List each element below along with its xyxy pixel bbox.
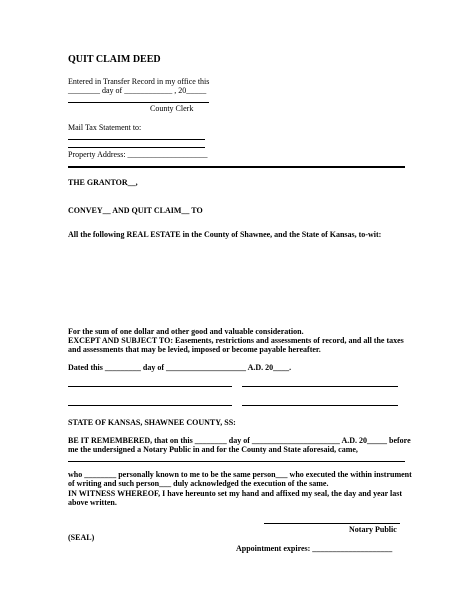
mail-tax-line-1[interactable] (68, 139, 205, 140)
header-divider (68, 166, 405, 168)
who-line-2: of writing and such person___ duly acknowledged the execution of the same. (68, 479, 329, 488)
grantor-signature-line-2[interactable] (242, 386, 398, 387)
appointment-expires-field[interactable]: Appointment expires: ____________________ (236, 544, 393, 553)
property-address-field[interactable]: Property Address: ____________________ (68, 150, 208, 159)
except-text-line-1: EXCEPT AND SUBJECT TO: Easements, restrictions and assessments of record, and all the taxes (68, 336, 404, 345)
grantor-line[interactable]: THE GRANTOR__, (68, 178, 138, 187)
names-line[interactable] (68, 461, 405, 462)
witness-line-1: IN WITNESS WHEREOF, I have hereunto set my hand and affixed my seal, the day and year last (68, 489, 403, 498)
grantor-signature-line-4[interactable] (242, 405, 398, 406)
remembered-line-2: me the undersigned a Notary Public in and for the County and State aforesaid, came, (68, 445, 358, 454)
county-clerk-signature-line[interactable] (68, 102, 209, 103)
notary-signature-line[interactable] (264, 523, 400, 524)
county-clerk-label: County Clerk (150, 104, 194, 113)
document-title: QUIT CLAIM DEED (68, 54, 161, 65)
real-estate-text: All the following REAL ESTATE in the County of Shawnee, and the State of Kansas, to-wit: (68, 230, 382, 239)
mail-tax-line-2[interactable] (68, 147, 205, 148)
witness-line-2: above written. (68, 498, 117, 507)
seal-label: (SEAL) (68, 533, 95, 542)
remembered-line-1[interactable]: BE IT REMEMBERED, that on this ________ day of ______________________ A.D. 20_____ before (68, 436, 411, 445)
grantor-signature-line-3[interactable] (68, 405, 232, 406)
consideration-text: For the sum of one dollar and other good and valuable consideration. (68, 327, 304, 336)
mail-tax-label: Mail Tax Statement to: (68, 123, 142, 132)
state-county-heading: STATE OF KANSAS, SHAWNEE COUNTY, SS: (68, 418, 236, 427)
dated-line[interactable]: Dated this _________ day of ____________________ A.D. 20____. (68, 363, 292, 372)
who-line-1[interactable]: who ________ personally known to me to be the same person___ who executed the within instrument (68, 470, 412, 479)
grantor-signature-line-1[interactable] (68, 386, 232, 387)
notary-public-label: Notary Public (349, 525, 397, 534)
transfer-record-date-line[interactable]: ________ day of ____________ , 20_____ (68, 86, 207, 95)
except-text-line-2: and assessments that may be levied, imposed or become payable hereafter. (68, 345, 321, 354)
convey-line[interactable]: CONVEY__ AND QUIT CLAIM__ TO (68, 206, 203, 215)
transfer-record-text: Entered in Transfer Record in my office this (68, 77, 210, 86)
